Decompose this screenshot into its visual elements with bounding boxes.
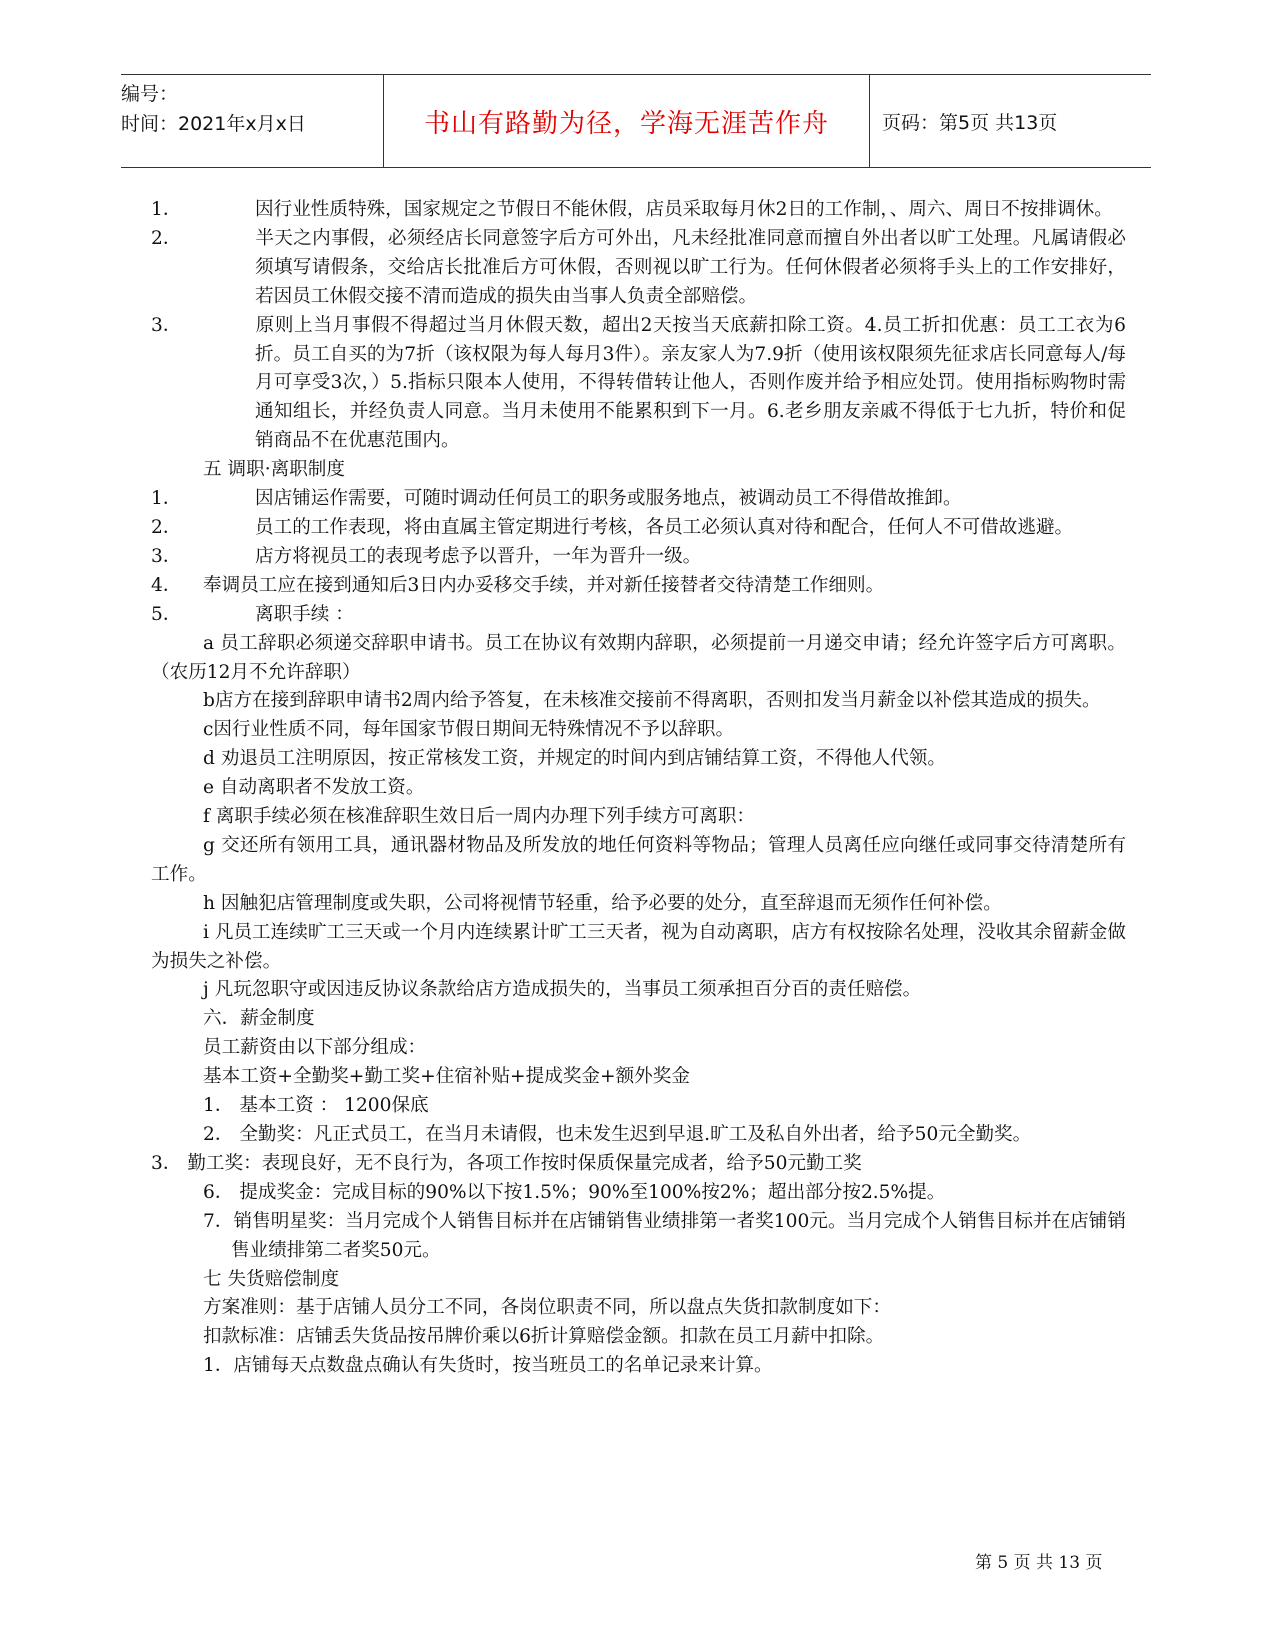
paragraph-13 (151, 745, 1126, 774)
list-number: 2． (151, 516, 182, 538)
paragraph-text: 3． 勤工奖：表现良好，无不良行为，各项工作按时保质保量完成者，给予50元勤工奖 (151, 1152, 862, 1174)
paragraph-text: b店方在接到辞职申请书2周内给予答复，在未核准交接前不得离职，否则扣发当月薪金以补偿其造成的损失。 (203, 690, 1101, 712)
list-number: 4． (151, 574, 182, 596)
paragraph-text: 七 失货赔偿制度 (203, 1268, 340, 1290)
paragraph-6 (151, 514, 1126, 543)
list-number: 5． (151, 603, 182, 625)
paragraph-16 (151, 832, 1126, 890)
paragraph-20 (151, 1005, 1126, 1034)
header-table (121, 74, 1151, 168)
paragraph-text: 1．店铺每天点数盘点确认有失货时，按当班员工的名单记录来计算。 (203, 1355, 773, 1377)
document-body (151, 196, 1126, 1381)
paragraph-text: 员工薪资由以下部分组成： (203, 1037, 427, 1059)
paragraph-27 (151, 1208, 1126, 1266)
paragraph-text: j 凡玩忽职守或因违反协议条款给店方造成损失的，当事员工须承担百分百的责任赔偿。 (203, 979, 922, 1001)
paragraph-26 (151, 1179, 1126, 1208)
paragraph-text: 员工的工作表现，将由直属主管定期进行考核，各员工必须认真对待和配合，任何人不可借故逃避。 (255, 516, 1074, 538)
list-number: 2． (151, 227, 182, 249)
paragraph-text: a 员工辞职必须递交辞职申请书。员工在协议有效期内辞职，必须提前一月递交申请；经允许签字后方可离职。（农历12月不允许辞职） (151, 632, 1126, 683)
time-label: 时间：2021年x月x日 (121, 113, 306, 135)
paragraph-text: c因行业性质不同，每年国家节假日期间无特殊情况不予以辞职。 (203, 719, 735, 741)
paragraph-4 (151, 456, 1126, 485)
paragraph-text: 扣款标准：店铺丢失货品按吊牌价乘以6折计算赔偿金额。扣款在员工月薪中扣除。 (203, 1326, 885, 1348)
paragraph-text: 五 调职·离职制度 (203, 459, 345, 481)
paragraph-21 (151, 1034, 1126, 1063)
paragraph-31 (151, 1352, 1126, 1381)
paragraph-text: 原则上当月事假不得超过当月休假天数，超出2天按当天底薪扣除工资。4.员工折扣优惠：员工工衣为6折。员工自买的为7折（该权限为每人每月3件）。亲友家人为7.9折（使用该权限须先征求店长同意每人/每月可享受3次，）5.指标只限本人使用，不得转借转让他人，否则作废并给予相应处罚。使用指标购物时需通知组长，并经负责人同意。当月未使用不能累积到下一月。6.老乡朋友亲戚不得低于七九折，特价和促销商品不在优惠范围内。 (255, 314, 1126, 452)
paragraph-25 (151, 1150, 1126, 1179)
paragraph-1 (151, 196, 1126, 225)
number-label: 编号： (121, 83, 179, 105)
page-footer: 第 5 页 共 13 页 (975, 1553, 1103, 1573)
paragraph-text: 2． 全勤奖：凡正式员工，在当月未请假，也未发生迟到早退.旷工及私自外出者，给予50元全勤奖。 (203, 1124, 1032, 1145)
header-left-cell (121, 75, 384, 167)
paragraph-5 (151, 485, 1126, 514)
paragraph-14 (151, 774, 1126, 803)
paragraph-15 (151, 803, 1126, 832)
motto: 书山有路勤为径，学海无涯苦作舟 (384, 75, 870, 167)
paragraph-text: 奉调员工应在接到通知后3日内办妥移交手续，并对新任接替者交待清楚工作细则。 (203, 574, 885, 596)
paragraph-30 (151, 1323, 1126, 1352)
paragraph-3 (151, 312, 1126, 457)
paragraph-24 (151, 1121, 1126, 1150)
paragraph-text: 因店铺运作需要，可随时调动任何员工的职务或服务地点，被调动员工不得借故推卸。 (255, 488, 962, 510)
paragraph-text: 六．薪金制度 (203, 1008, 315, 1030)
paragraph-text: 店方将视员工的表现考虑予以晋升，一年为晋升一级。 (255, 545, 702, 567)
paragraph-text: d 劝退员工注明原因，按正常核发工资，并规定的时间内到店铺结算工资，不得他人代领。 (203, 748, 946, 770)
list-number: 3． (151, 314, 182, 336)
paragraph-text: h 因触犯店管理制度或失职，公司将视情节轻重，给予必要的处分，直至辞退而无须作任何补偿。 (203, 892, 1002, 914)
paragraph-17 (151, 890, 1126, 919)
paragraph-10 (151, 630, 1126, 688)
paragraph-text: 1． 基本工资 ： 1200保底 (203, 1095, 429, 1117)
paragraph-12 (151, 716, 1126, 745)
paragraph-23 (151, 1092, 1126, 1121)
paragraph-text: e 自动离职者不发放工资。 (203, 777, 425, 799)
paragraph-18 (151, 919, 1126, 977)
paragraph-text: 方案准则：基于店铺人员分工不同，各岗位职责不同，所以盘点失货扣款制度如下： (203, 1297, 891, 1319)
paragraph-text: 因行业性质特殊，国家规定之节假日不能休假，店员采取每月休2日的工作制，、周六、周日不按排调休。 (255, 199, 1113, 220)
paragraph-text: 6． 提成奖金：完成目标的90%以下按1.5%；90%至100%按2%；超出部分按2.5%提。 (203, 1181, 946, 1203)
paragraph-text: i 凡员工连续旷工三天或一个月内连续累计旷工三天者，视为自动离职，店方有权按除名处理，没收其余留薪金做为损失之补偿。 (151, 921, 1126, 972)
header-page-label: 页码：第5页 共13页 (882, 111, 1058, 134)
paragraph-text: 半天之内事假，必须经店长同意签字后方可外出，凡未经批准同意而擅自外出者以旷工处理。凡属请假必须填写请假条，交给店长批准后方可休假，否则视以旷工行为。任何休假者必须将手头上的工作安排好，若因员工休假交接不清而造成的损失由当事人负责全部赔偿。 (255, 227, 1126, 307)
paragraph-text: f 离职手续必须在核准辞职生效日后一周内办理下列手续方可离职： (203, 806, 756, 828)
paragraph-text: 离职手续 ： (255, 603, 354, 625)
list-number: 1． (151, 488, 182, 510)
list-number: 1． (151, 199, 182, 220)
paragraph-8 (151, 572, 1126, 601)
paragraph-19 (151, 976, 1126, 1005)
paragraph-11 (151, 687, 1126, 716)
paragraph-29 (151, 1294, 1126, 1323)
paragraph-7 (151, 543, 1126, 572)
paragraph-9 (151, 601, 1126, 630)
paragraph-text: 7．销售明星奖：当月完成个人销售目标并在店铺销售业绩排第一者奖100元。当月完成个人销售目标并在店铺销售业绩排第二者奖50元。 (203, 1210, 1126, 1261)
paragraph-text: 基本工资+全勤奖+勤工奖+住宿补贴+提成奖金+额外奖金 (203, 1066, 690, 1088)
paragraph-2 (151, 225, 1126, 312)
paragraph-22 (151, 1063, 1126, 1092)
paragraph-text: g 交还所有领用工具，通讯器材物品及所发放的地任何资料等物品；管理人员离任应向继任或同事交待清楚所有工作。 (151, 834, 1126, 885)
paragraph-28 (151, 1266, 1126, 1295)
list-number: 3． (151, 545, 182, 567)
